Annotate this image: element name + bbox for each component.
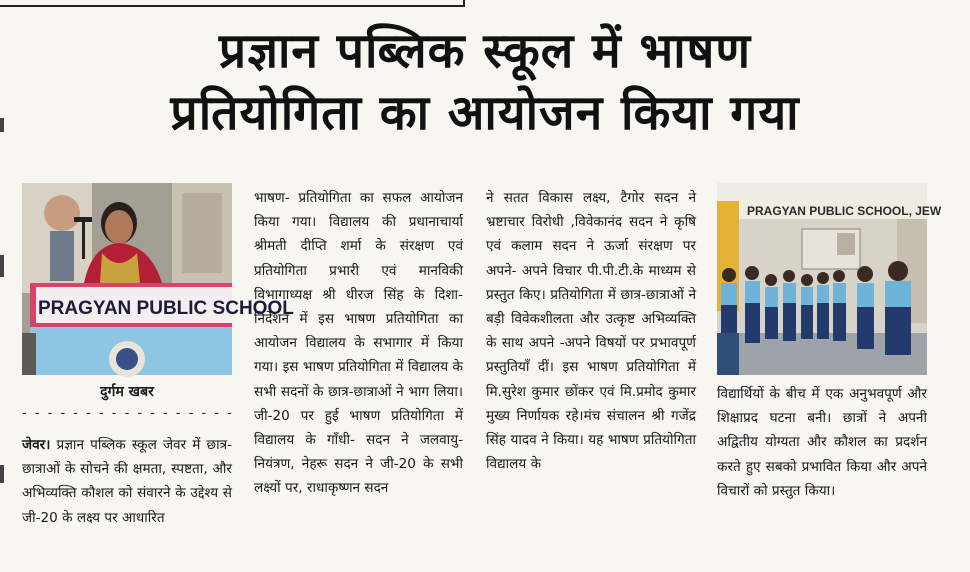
edge-mark xyxy=(0,465,4,483)
headline xyxy=(0,20,970,144)
speaker-photo xyxy=(22,183,294,375)
byline: दुर्गम खबर xyxy=(100,384,154,400)
article-column-2 xyxy=(254,186,463,501)
column-2-text: भाषण- प्रतियोगिता का सफल आयोजन किया गया। विद्यालय की प्रधानाचार्या श्रीमती दीप्ति शर्मा के संरक्षण एवं प्रतियोगिता प्रभारी एवं मानविकी विभागाध्यक्ष श्री धीरज सिंह के दिशा-निर्देशन में इस भाषण प्रतियोगिता का आयोजन विद्यालय के सभागार में किया गया। इस भाषण प्रतियोगिता में विद्यालय के सभी सदनों के छात्र-छात्राओं ने भाग लिया। जी-20 पर हुई भाषण प्रतियोगिता में विद्यालय के गाँधी- सदन ने जलवायु-नियंत्रण, नेहरू सदन ने जी-20 के सभी लक्ष्यों पर, राधाकृष्णन सदन xyxy=(254,190,463,497)
column-3-text: ने सतत विकास लक्ष्य, टैगोर सदन ने भ्रष्टाचार विरोधी ,विवेकानंद सदन ने कृषि एवं कलाम सदन ने ऊर्जा संरक्षण पर अपने- अपने विचार पी.पी.टी.के माध्यम से प्रस्तुत किए। प्रतियोगिता में छात्र-छात्राओं ने बड़ी विवेकशीलता और उत्कृष्ट अभिव्यक्ति के साथ अपने -अपने विषयों पर प्रभावपूर्ण प्रस्तुतियाँ दीं। इस भाषण प्रतियोगिता में मि.सुरेश कुमार छोंकर एवं मि.प्रमोद कुमार मुख्य निर्णायक रहे।मंच संचालन श्री गजेंद्र सिंह यादव ने किया। यह भाषण प्रतियोगिता विद्यालय के xyxy=(486,190,696,473)
dateline: जेवर। xyxy=(22,437,51,453)
separator: - - - - - - - - - - - - - - - - - xyxy=(22,406,234,421)
podium-banner-text: PRAGYAN PUBLIC SCHOOL xyxy=(38,298,294,319)
edge-mark xyxy=(0,255,4,277)
headline-line-2: प्रतियोगिता का आयोजन किया गया xyxy=(170,85,800,141)
article-column-3 xyxy=(486,186,696,476)
wall-sign-text: PRAGYAN PUBLIC SCHOOL, JEW xyxy=(747,204,942,218)
headline-line-1: प्रज्ञान पब्लिक स्कूल में भाषण xyxy=(218,23,752,79)
column-1-text: प्रज्ञान पब्लिक स्कूल जेवर में छात्र- छात्राओं के सोचने की क्षमता, स्पष्टता, और अभिव्यक्ति कौशल को संवारने के उद्देश्य से जी-20 के लक्ष्य पर आधारित xyxy=(22,437,232,526)
article-column-1 xyxy=(22,433,232,530)
students-photo xyxy=(717,183,942,375)
top-rule-box xyxy=(0,0,465,7)
article-column-4 xyxy=(717,382,927,503)
column-4-text: विद्यार्थियों के बीच में एक अनुभवपूर्ण और शिक्षाप्रद घटना बनी। छात्रों ने अपनी अद्वितीय योग्यता और कौशल का प्रदर्शन करते हुए सबको प्रभावित किया और अपने विचारों को प्रस्तुत किया। xyxy=(717,386,927,499)
